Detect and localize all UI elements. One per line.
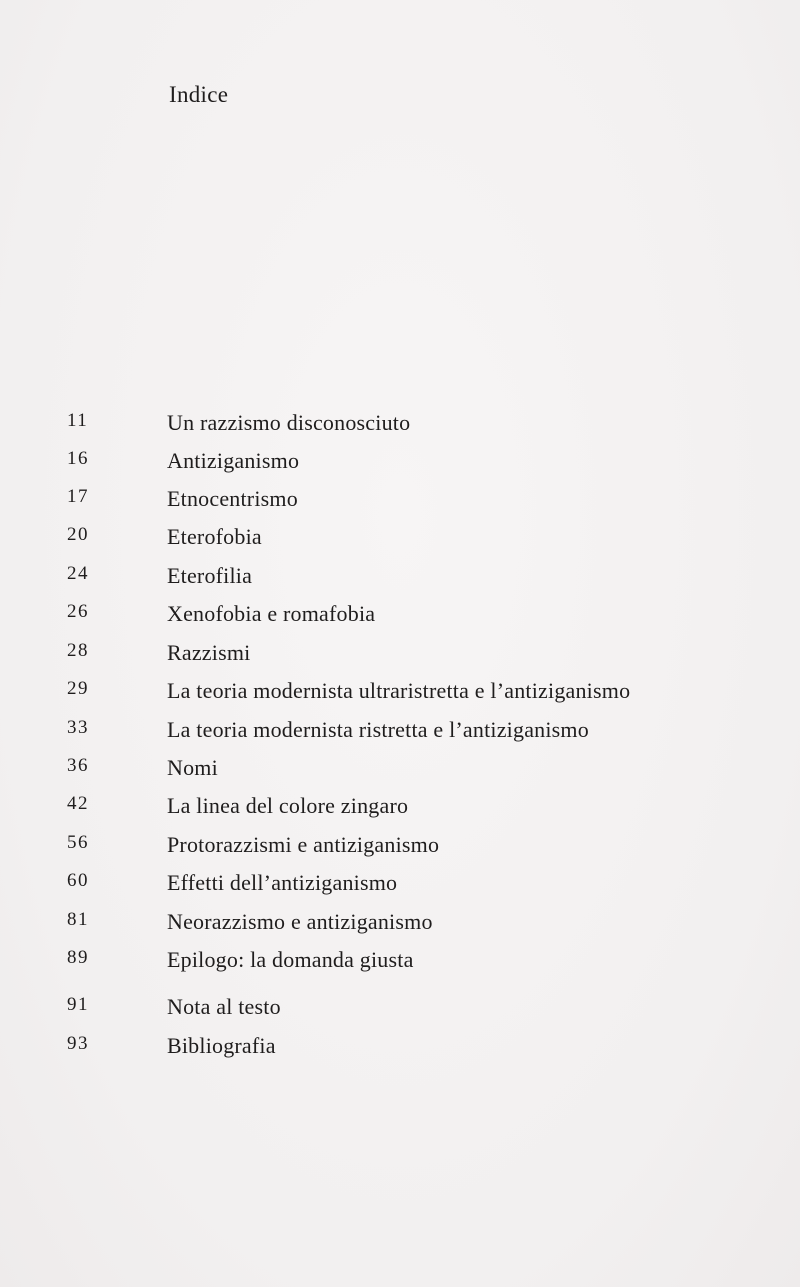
toc-entry-title: La teoria modernista ultraristretta e l’antiziganismo	[167, 678, 631, 703]
toc-entry	[0, 947, 800, 977]
toc-entry	[0, 717, 800, 747]
toc-entry	[0, 601, 800, 631]
toc-entry-title: Effetti dell’antiziganismo	[167, 870, 398, 895]
toc-page-number: 16	[67, 448, 89, 469]
toc-entry-title: Antiziganismo	[167, 448, 300, 473]
toc-entry	[0, 755, 800, 785]
toc-page-number: 81	[67, 909, 89, 930]
toc-page-number: 36	[67, 755, 89, 776]
toc-entry	[0, 994, 800, 1024]
toc-entry-title: Etnocentrismo	[167, 486, 298, 511]
toc-entry	[0, 563, 800, 593]
toc-entry	[0, 678, 800, 708]
toc-entry-title: Eterofilia	[167, 563, 253, 588]
toc-entry-title: La linea del colore zingaro	[167, 793, 409, 818]
toc-entry	[0, 1033, 800, 1063]
toc-entry-title: Razzismi	[167, 640, 251, 665]
toc-page-number: 42	[67, 793, 89, 814]
toc-entry-title: Nomi	[167, 755, 218, 780]
toc-entry-title: Un razzismo disconosciuto	[167, 410, 411, 435]
toc-entry	[0, 793, 800, 823]
toc-entry-title: Bibliografia	[167, 1033, 276, 1058]
toc-page-number: 93	[67, 1033, 89, 1054]
toc-entry-title: Eterofobia	[167, 524, 262, 549]
toc-page-number: 91	[67, 994, 89, 1015]
toc-page-number: 26	[67, 601, 89, 622]
toc-entry	[0, 448, 800, 478]
toc-page-number: 89	[67, 947, 89, 968]
toc-page-number: 11	[67, 410, 89, 431]
toc-page-number: 60	[67, 870, 89, 891]
toc-entry	[0, 524, 800, 554]
toc-entry	[0, 410, 800, 440]
toc-entry	[0, 486, 800, 516]
toc-entry	[0, 832, 800, 862]
toc-page-number: 29	[67, 678, 89, 699]
toc-page-number: 17	[67, 486, 89, 507]
toc-entry-title: Epilogo: la domanda giusta	[167, 947, 414, 972]
toc-entry-title: La teoria modernista ristretta e l’antiziganismo	[167, 717, 589, 742]
toc-entry-title: Protorazzismi e antiziganismo	[167, 832, 440, 857]
toc-entry-title: Nota al testo	[167, 994, 281, 1019]
toc-entry	[0, 870, 800, 900]
toc-page-number: 24	[67, 563, 89, 584]
toc-page-number: 28	[67, 640, 89, 661]
toc-entry	[0, 909, 800, 939]
toc-page-number: 56	[67, 832, 89, 853]
toc-page-number: 20	[67, 524, 89, 545]
toc-entry-title: Xenofobia e romafobia	[167, 601, 376, 626]
toc-entry	[0, 640, 800, 670]
toc-page-number: 33	[67, 717, 89, 738]
page-title: Indice	[169, 82, 229, 107]
toc-entry-title: Neorazzismo e antiziganismo	[167, 909, 433, 934]
